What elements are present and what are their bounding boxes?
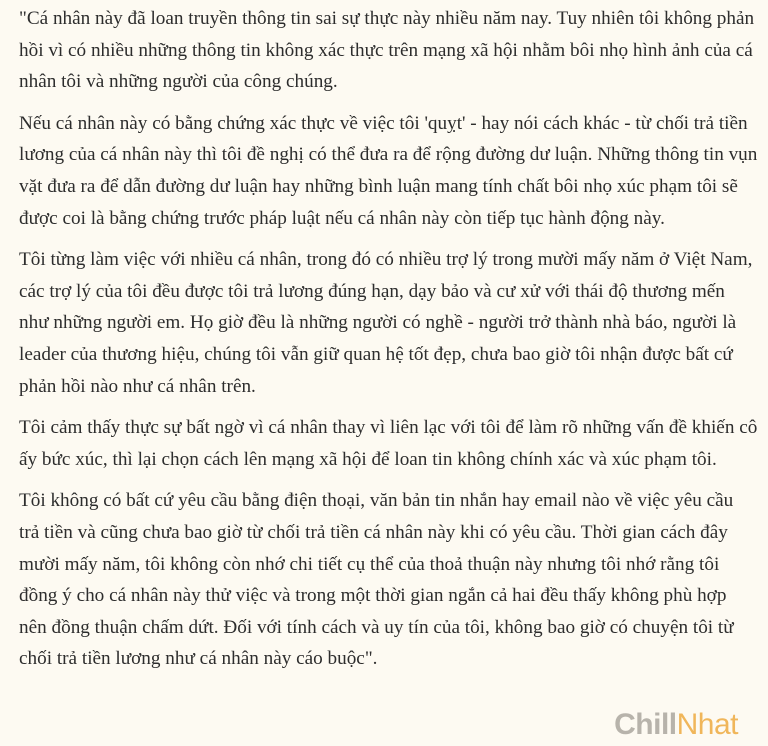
article-paragraph-1: "Cá nhân này đã loan truyền thông tin sai sự thực này nhiều năm nay. Tuy nhiên tôi không phản hồi vì có nhiều những thông tin không xác thực trên mạng xã hội nhằm bôi nhọ hình ảnh của cá nhân tôi và những người của công chúng.: [19, 8, 755, 93]
watermark-part-nhat: Nhat: [676, 708, 738, 741]
article-paragraph-2: Nếu cá nhân này có bằng chứng xác thực về việc tôi 'quỵt' - hay nói cách khác - từ chối trả tiền lương của cá nhân này thì tôi đề nghị có thể đưa ra để rộng đường dư luận. Những thông tin vụn vặt đưa ra để dẫn đường dư luận hay những bình luận mang tính chất bôi nhọ xúc phạm tôi sẽ được coi là bằng chứng trước pháp luật nếu cá nhân này còn tiếp tục hành động này.: [19, 112, 758, 229]
chillnhat-watermark-logo: [614, 710, 738, 740]
watermark-part-chill: Chill: [614, 708, 677, 741]
article-paragraph-3: Tôi từng làm việc với nhiều cá nhân, trong đó có nhiều trợ lý trong mười mấy năm ở Việt Nam, các trợ lý của tôi đều được tôi trả lương đúng hạn, dạy bảo và cư xử với thái độ thương mến như những người em. Họ giờ đều là những người có nghề - người trở thành nhà báo, người là leader của thương hiệu, chúng tôi vẫn giữ quan hệ tốt đẹp, chưa bao giờ tôi nhận được bất cứ phản hồi nào như cá nhân trên.: [19, 249, 753, 397]
article-paragraph-4: Tôi cảm thấy thực sự bất ngờ vì cá nhân thay vì liên lạc với tôi để làm rõ những vấn đề khiến cô ấy bức xúc, thì lại chọn cách lên mạng xã hội để loan tin không chính xác và xúc phạm tôi.: [19, 417, 758, 470]
article-paragraph-5: Tôi không có bất cứ yêu cầu bằng điện thoại, văn bản tin nhắn hay email nào về việc yêu cầu trả tiền và cũng chưa bao giờ từ chối trả tiền cá nhân này khi có yêu cầu. Thời gian cách đây mười mấy năm, tôi không còn nhớ chi tiết cụ thể của thoả thuận này nhưng tôi nhớ rằng tôi đồng ý cho cá nhân này thử việc và trong một thời gian ngắn cả hai đều thấy không phù hợp nên đồng thuận chấm dứt. Đối với tính cách và uy tín của tôi, không bao giờ có chuyện tôi từ chối trả tiền lương như cá nhân này cáo buộc".: [19, 490, 734, 670]
